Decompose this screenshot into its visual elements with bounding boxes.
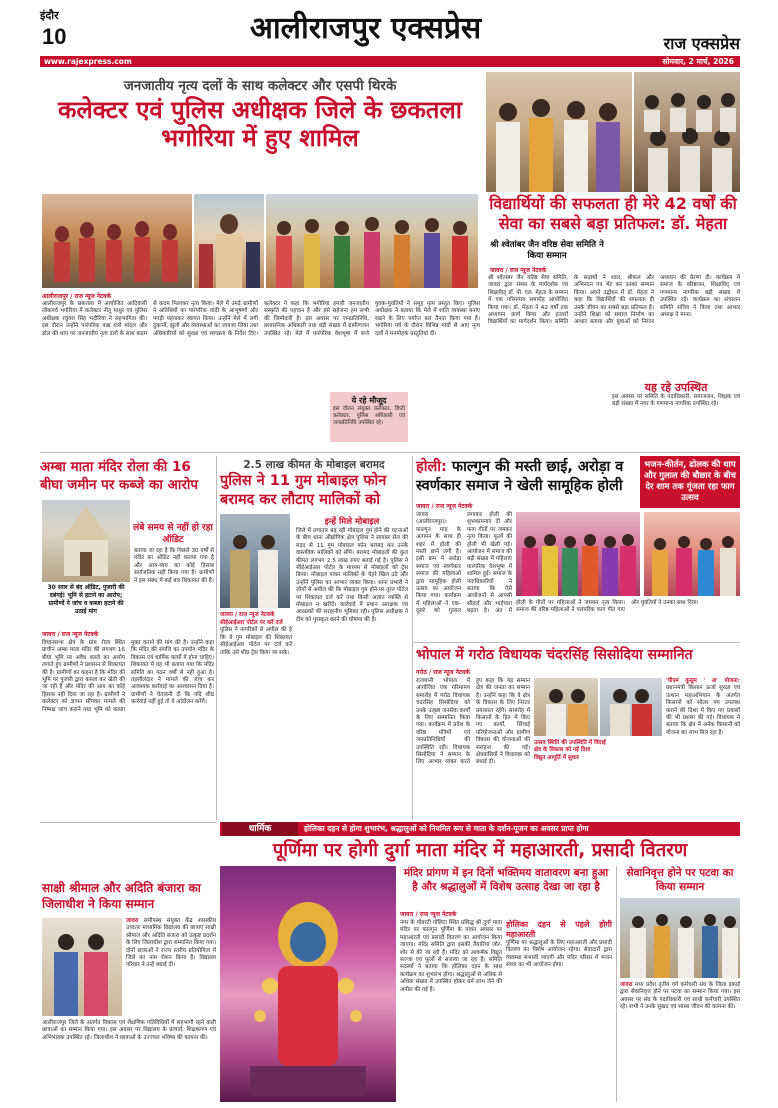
holi-headline: फाल्गुन की मस्ती छाई, अरोड़ा व स्वर्णकार समाज ने खेली सामूहिक होली <box>416 459 624 494</box>
website-link[interactable]: www.rajexpress.com <box>44 57 132 66</box>
lead-box-text: इस दौरान संयुक्त कलेक्टर, डिप्टी कलेक्टर, पुलिस अधिकारी एवं जनप्रतिनिधि उपस्थित रहे। <box>333 406 405 426</box>
sakshi-body2: आलीराजपुर जिले के अंतर्गत विकास एवं शैक्षणिक गतिविधियों में सहभागी रहने वाली छात्राओं का सम्मान किया गया। इस अवसर पर विद्यालय के प्राचार्य, शिक्षकगण एवं अभिभावक उपस्थित रहे। जिलाधीश ने छात्राओं के उज्ज्वल भविष्य की कामना की। <box>42 1020 216 1041</box>
side-headline: सेवानिवृत्त होने पर पटवा का किया सम्मान <box>626 867 734 893</box>
side-body: मध्य प्रदेश तृतीय वर्ग कर्मचारी संघ के जिला इकाई द्वारा सेवानिवृत्त होने पर पटवा का सम्मान किया गया। इस अवसर पर संघ के पदाधिकारी एवं साथी कर्मचारी उपस्थित रहे। सभी ने उनके सुखद एवं स्वस्थ जीवन की कामना की। <box>620 982 741 1011</box>
divider-1 <box>40 452 740 453</box>
amba-photo <box>42 500 130 582</box>
women-holi-image <box>516 512 640 596</box>
dharmik-sub: होलिका दहन से पहले होगी महाआरती <box>506 920 612 939</box>
divider-3 <box>40 822 216 823</box>
holi-byline: जावरा / राज न्यूज नेटवर्क <box>416 503 473 510</box>
group-dance-image <box>266 194 478 288</box>
sakshi-headline: साक्षी श्रीमाल और अदिति बंजारा का जिलाधीश ने किया सम्मान <box>42 881 201 911</box>
amba-body: विधानसभा क्षेत्र के ग्राम रोला स्थित प्राचीन अम्बा माता मंदिर की लगभग 16 बीघा भूमि पर अवैध कब्जे का आरोप लगाते हुए ग्रामीणों ने प्रशासन से शिकायत की है। ग्रामीणों का कहना है कि मंदिर की भूमि पर पुजारी द्वारा कब्जा कर खेती की जा रही है और मंदिर की आय का कोई हिसाब नहीं दिया जा रहा है। ग्रामीणों ने कलेक्टर को ज्ञापन सौंपकर मामले की निष्पक्ष जांच कराने तथा भूमि को कब्जा मुक्त कराने की मांग की है। उन्होंने कहा कि मंदिर की संपत्ति का उपयोग मंदिर के विकास एवं धार्मिक कार्यों में होना चाहिए। शिकायत में यह भी बताया गया कि मंदिर समिति का गठन वर्षों से नहीं हुआ है। तहसीलदार ने मामले की जांच कर आवश्यक कार्रवाई का आश्वासन दिया है। ग्रामीणों ने चेतावनी दी कि यदि शीघ्र कार्रवाई नहीं हुई तो वे आंदोलन करेंगे। <box>42 640 214 713</box>
dharmik-body2: पूर्णिमा पर श्रद्धालुओं के लिए महाआरती और प्रसादी वितरण का विशेष आयोजन रहेगा। सेवादारों द्वारा व्यवस्था संभाली जाएगी और मंदिर परिसर में भजन संध्या का भी आयोजन होगा। <box>506 940 612 969</box>
amba-side-text: बताया जा रहा है कि पिछले 30 वर्षों से मंदिर का ऑडिट नहीं कराया गया है और आय-व्यय का कोई हिसाब सार्वजनिक नहीं किया गया है। ग्रामीणों ने इस संबंध में कई बार शिकायत की है। <box>134 548 214 584</box>
lead-photo-2 <box>194 194 264 288</box>
mobile-sub2: सीईआईआर पोर्टल पर करें दर्ज <box>220 620 283 626</box>
holi-label: होली: <box>416 459 447 475</box>
amba-byline: जावरा / राज न्यूज नेटवर्क <box>42 631 99 638</box>
amba-side-head: लंबे समय से नहीं हो रहा ऑडिट <box>133 523 213 545</box>
mehta-photo-2 <box>634 72 740 192</box>
bhopal-side-body: प्रधानमंत्री किसान ऊर्जा सुरक्षा एवं उत्थान महाअभियान के अंतर्गत किसानों को सोलर पंप उपलब्ध कराने की दिशा में किए गए प्रयासों की भी प्रशंसा की गई। विधायक ने बताया कि क्षेत्र में अनेक किसानों को योजना का लाभ मिल रहा है। <box>666 685 740 736</box>
bhopal-side <box>666 678 740 818</box>
dharmik-headline: पूर्णिमा पर होगी दुर्गा माता मंदिर में महाआरती, प्रसादी वितरण <box>272 840 688 861</box>
bhopal-mid <box>534 740 662 818</box>
holi-side-body: होली के गीतों पर महिलाओं ने जमकर नृत्य किया। समाज की वरिष्ठ महिलाओं ने पारंपरिक फाग गीत गाए और युवतियों ने उनका साथ दिया। <box>516 600 699 614</box>
goddess-idol-image <box>220 866 396 1102</box>
bhopal-body: राजधानी भोपाल में आयोजित एक गरिमामय समारोह में गरोठ विधायक चंदरसिंह सिसोदिया को उनके उत्कृष्ट जनसेवा कार्यों के लिए सम्मानित किया गया। कार्यक्रम में प्रदेश के वरिष्ठ मंत्रियों एवं जनप्रतिनिधियों की उपस्थिति रही। विधायक सिसोदिया ने सम्मान के लिए आभार व्यक्त करते हुए कहा कि यह सम्मान क्षेत्र की जनता का सम्मान है। उन्होंने कहा कि वे क्षेत्र के विकास के लिए निरंतर प्रयासरत रहेंगे। समारोह में किसानों के हित में किए गए कार्यों, सिंचाई परियोजनाओं और ग्रामीण विकास की योजनाओं की सराहना की गई। क्षेत्रवासियों ने विधायक को बधाई दी। <box>416 678 530 766</box>
divider-2 <box>414 642 740 643</box>
dharmik-body: नगर के पॉवरटी पॉलिटा स्थित प्रसिद्ध श्री दुर्गा माता मंदिर पर फाल्गुन पूर्णिमा के पावन अवसर पर महाआरती एवं प्रसादी वितरण का आयोजन किया जाएगा। मंदिर समिति द्वारा इसकी तैयारियां जोर-शोर से की जा रही हैं। मंदिर को आकर्षक विद्युत सज्जा एवं फूलों से सजाया जा रहा है। समिति सदस्यों ने बताया कि होलिका दहन के साथ कार्यक्रम का शुभारंभ होगा। श्रद्धालुओं से अधिक से अधिक संख्या में उपस्थित होकर धर्म लाभ लेने की अपील की गई है। <box>400 920 502 993</box>
mehta-subtext: इस अवसर पर समिति के पदाधिकारी, समाजजन, शिक्षक एवं बड़ी संख्या में नगर के गणमान्य नागरिक उपस्थित रहे। <box>612 394 740 408</box>
divider-v3 <box>616 866 617 1102</box>
mobile-kicker: 2.5 लाख कीमत के मोबाइल बरामद <box>243 459 385 471</box>
collector-image <box>194 194 264 288</box>
lead-byline: आलीराजपुर / राज न्यूज नेटवर्क <box>42 293 112 300</box>
amba-photo-caption: 30 साल से बंद ऑडिट, पुजारी की दबंगई! भूमि से हटाने का आरोप; ग्रामीणों ने जांच व कब्जा हटाने की उठाई मांग <box>47 584 125 615</box>
durga-photo <box>220 866 396 1102</box>
page-title: आलीराजपुर एक्सप्रेस <box>250 11 482 46</box>
mobile-headline: पुलिस ने 11 गुम मोबाइल फोन बरामद कर लौटाए मालिकों को <box>220 473 387 508</box>
brand-name: राज एक्सप्रेस <box>663 34 740 53</box>
bhopal-headline: भोपाल में गरोठ विधायक चंदरसिंह सिसोदिया सम्मानित <box>416 647 693 663</box>
dharmik-tag: धार्मिक <box>222 822 298 836</box>
side-body-block <box>620 982 740 1102</box>
holi-tag: भजन-कीर्तन, ढोलक की थाप और गुलाल की बौछार के बीच देर शाम तक गूंजता रहा फाग उत्सव <box>640 456 740 508</box>
police-image <box>220 514 290 608</box>
mehta-headline: विद्यार्थियों की सफलता ही मेरे 42 वर्षों की सेवा का सबसे बड़ा प्रतिफल: डॉ. मेहता <box>489 194 737 233</box>
sakshi-photo <box>42 918 122 1016</box>
bhopal-photo-2 <box>600 678 662 736</box>
lead-body: आलीराजपुर के छकतला में आयोजित आदिवासी लोकपर्व भगोरिया में कलेक्टर नीतू माथुर एवं पुलिस अधीक्षक रघुवंश सिंह भदौरिया ने सहभागिता की। इस दौरान उन्होंने पारंपरिक वाद्य यंत्रों मांदल और ढोल की थाप पर जनजातीय नृत्य दलों के साथ कदम से कदम मिलाकर नृत्य किया। मेले में उमड़े ग्रामीणों ने अतिथियों का पारंपरिक चांदी के आभूषणों और पगड़ी पहनाकर स्वागत किया। उन्होंने मेले में लगी दुकानों, झूलों और व्यवस्थाओं का जायजा लिया तथा अधिकारियों को सुरक्षा एवं स्वच्छता के निर्देश दिए। कलेक्टर ने कहा कि भगोरिया हमारी जनजातीय संस्कृति की पहचान है और इसे सहेजना हम सभी की जिम्मेदारी है। इस अवसर पर जनप्रतिनिधि, प्रशासनिक अधिकारी तथा बड़ी संख्या में ग्रामीणजन उपस्थित रहे। मेले में पारंपरिक वेशभूषा में सजे युवक-युवतियों ने समूह नृत्य प्रस्तुत किए। पुलिस अधीक्षक ने बताया कि मेले में शांति व्यवस्था बनाए रखने के लिए पर्याप्त बल तैनात किया गया है। भगोरिया पर्व के दौरान विभिन्न गांवों से आए नृत्य दलों ने मनमोहक प्रस्तुतियां दीं। <box>42 301 480 337</box>
sakshi-body: समीपस्थ संयुक्त केंद्र शासकीय उच्चतर माध्यमिक विद्यालय की छात्राएं साक्षी श्रीमाल और अदिति बंजारा को उत्कृष्ट प्रदर्शन के लिए जिलाधीश द्वारा सम्मानित किया गया। दोनों छात्राओं ने राज्य स्तरीय प्रतियोगिता में जिले का नाम रोशन किया है। विद्यालय परिवार ने उन्हें बधाई दी। <box>126 918 217 969</box>
dharmik-strip-text: होलिका दहन से होगा शुभारंभ, श्रद्धालुओं को नियमित रूप से माता के दर्शन-पूजन का अवसर प्राप्त होगा <box>304 824 589 833</box>
mobile-body2: पुलिस ने नागरिकों से अपील की है कि वे गुम मोबाइल की शिकायत सीईआईआर पोर्टल पर दर्ज करें ताकि उसे शीघ्र ट्रेस किया जा सके। <box>220 627 292 656</box>
mehta-deck: श्री श्वेतांबर जैन वरिष्ठ सेवा समिति ने किया सम्मान <box>490 240 604 261</box>
mehta-byline: जावरा / राज न्यूज नेटवर्क <box>490 267 547 274</box>
dharmik-strip <box>220 822 740 836</box>
mobile-byline: जावरा / राज न्यूज नेटवर्क <box>220 612 275 618</box>
divider-v2 <box>412 456 413 820</box>
side-byline: जावरा <box>620 982 633 988</box>
holi-headline-block <box>416 458 636 496</box>
audience-image <box>634 72 740 192</box>
masthead <box>0 0 778 70</box>
issue-date: सोमवार, 2 मार्च, 2026 <box>662 57 734 66</box>
lead-photo-1 <box>42 194 192 288</box>
ceremony-image <box>600 678 662 736</box>
amba-headline: अम्बा माता मंदिर रोला की 16 बीघा जमीन पर कब्जे का आरोप <box>40 459 199 493</box>
divider-v1 <box>216 456 217 820</box>
mobile-photo <box>220 514 290 608</box>
felicitation-image <box>486 72 632 192</box>
city-label: इंदौर <box>40 9 59 22</box>
dharmik-byline: जावरा / राज न्यूज नेटवर्क <box>400 911 457 918</box>
dharmik-col2 <box>506 920 612 1100</box>
mobile-sub: इन्हें मिले मोबाइल <box>324 517 380 527</box>
holi-photo-2 <box>644 512 740 596</box>
lead-headline: कलेक्टर एवं पुलिस अधीक्षक जिले के छकतला भगोरिया में हुए शामिल <box>58 96 462 152</box>
dharmik-deck: मंदिर प्रांगण में इन दिनों भक्तिमय वातावरण बना हुआ है और श्रद्धालुओं में विशेष उत्साह देखा जा रहा है <box>403 867 609 893</box>
bhopal-sub1: उत्सव स्थिति की उपस्थिति में विदाई <box>534 740 606 746</box>
sakshi-byline: जावरा <box>126 918 139 924</box>
retirement-image <box>620 898 740 978</box>
holi-body: जावरा (आलीराजपुर)। फाल्गुन माह के आगमन के साथ ही शहर में होली की मस्ती छाने लगी है। इसी क्रम में अरोड़ा समाज एवं स्वर्णकार समाज की महिलाओं द्वारा सामूहिक होली उत्सव का आयोजन किया गया। कार्यक्रम में महिलाओं ने एक-दूसरे को गुलाल लगाकर होली की शुभकामनाएं दीं और फाग गीतों पर जमकर नृत्य किया। फूलों की होली भी खेली गई। आयोजन में समाज की बड़ी संख्या में महिलाएं पारंपरिक वेशभूषा में शामिल हुईं। समाज के पदाधिकारियों ने बताया कि ऐसे आयोजनों से आपसी सौहार्द और भाईचारा बढ़ता है। अंत में <box>416 512 512 615</box>
red-rule <box>40 56 740 67</box>
page-number: 10 <box>42 24 67 49</box>
mehta-body: श्री श्वेतांबर जैन वरिष्ठ सेवा समिति, जावरा द्वारा संस्था के मार्गदर्शक एवं शिक्षाविद् डॉ. पी. एल. मेहता के सम्मान में एक गरिमामय समारोह आयोजित किया गया। डॉ. मेहता ने 42 वर्षों तक अध्यापन कार्य किया और हजारों विद्यार्थियों का मार्गदर्शन किया। समिति के सदस्यों ने शाल, श्रीफल और अभिनंदन पत्र भेंट कर उनका सम्मान किया। अपने उद्बोधन में डॉ. मेहता ने कहा कि विद्यार्थियों की सफलता ही उनके जीवन का सबसे बड़ा प्रतिफल है। उन्होंने शिक्षा को समाज निर्माण का आधार बताया और युवाओं को निरंतर अध्ययन की प्रेरणा दी। कार्यक्रम में समाज के वरिष्ठजन, शिक्षाविद् एवं गणमान्य नागरिक बड़ी संख्या में उपस्थित रहे। कार्यक्रम का संचालन समिति सचिव ने किया तथा आभार अध्यक्ष ने माना। <box>488 275 740 326</box>
side-photo <box>620 898 740 978</box>
lead-kicker: जनजातीय नृत्य दलों के साथ कलेक्टर और एसपी थिरके <box>123 78 397 94</box>
lead-photo-3 <box>266 194 478 288</box>
dancers-image <box>42 194 192 288</box>
holi-celebration-image <box>644 512 740 596</box>
holi-photo-1 <box>516 512 640 596</box>
mobile-body: जिले में लगातार बढ़ रही मोबाइल गुम होने की घटनाओं के बीच थाना औद्योगिक क्षेत्र पुलिस ने सायबर सेल की मदद से 11 गुम मोबाइल फोन बरामद कर उनके वास्तविक मालिकों को सौंपे। बरामद मोबाइलों की कुल कीमत लगभग 2.5 लाख रुपए बताई गई है। पुलिस ने सीईआईआर पोर्टल के माध्यम से मोबाइलों को ट्रेस किया। मोबाइल पाकर मालिकों के चेहरे खिल उठे और उन्होंने पुलिस का आभार व्यक्त किया। थाना प्रभारी ने लोगों से अपील की कि मोबाइल गुम होने पर तुरंत पोर्टल पर शिकायत दर्ज करें तथा किसी अज्ञात व्यक्ति से मोबाइल न खरीदें। कार्रवाई में प्रधान आरक्षक एवं आरक्षकों की सराहनीय भूमिका रही। पुलिस अधीक्षक ने टीम को पुरस्कृत करने की घोषणा की है। <box>296 528 408 623</box>
bhopal-byline: गरोठ / राज न्यूज नेटवर्क <box>416 669 470 676</box>
lead-box-title: ये रहे मौजूद <box>351 396 387 405</box>
mobile-body-left <box>220 620 292 740</box>
sakshi-body-1 <box>126 918 216 1018</box>
bhopal-sub2: क्षेत्र के विकास को नई दिशा <box>534 747 591 754</box>
bhopal-side-head: 'पीएम कुसुम ' अ' योजना: <box>666 678 740 684</box>
lead-box <box>330 392 408 442</box>
mehta-sub: यह रहे उपस्थित <box>644 381 708 394</box>
temple-image <box>42 500 130 582</box>
mla-image <box>534 678 598 736</box>
mehta-photo-1 <box>486 72 632 192</box>
bhopal-sub3: विद्युत आपूर्ति में सुधार <box>534 754 579 761</box>
bhopal-photo-1 <box>534 678 598 736</box>
students-image <box>42 918 122 1016</box>
